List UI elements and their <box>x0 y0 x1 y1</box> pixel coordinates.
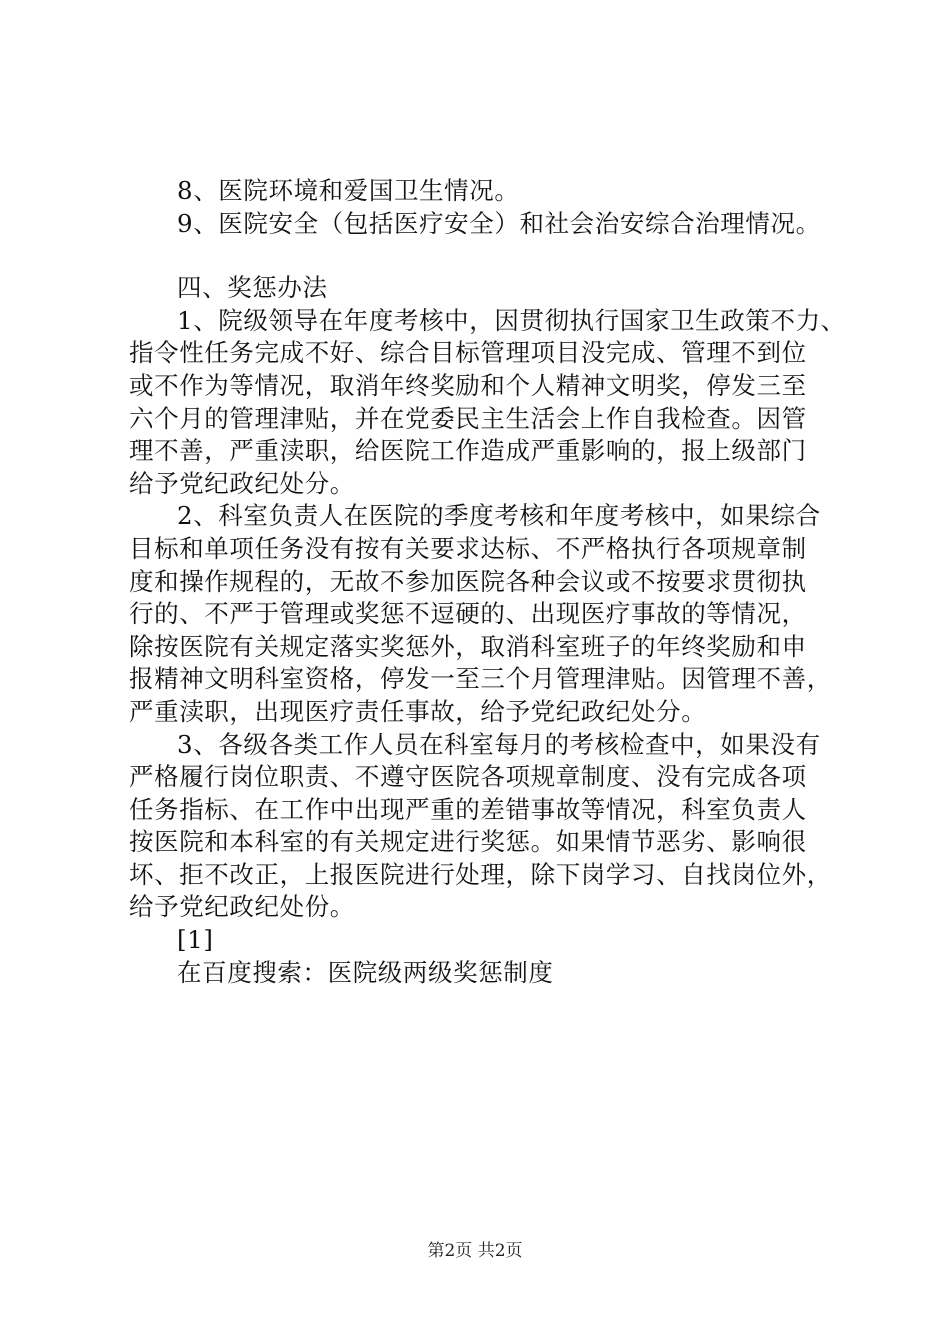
paragraph-line: 按医院和本科室的有关规定进行奖惩。如果情节恶劣、影响很 <box>129 827 807 857</box>
paragraph-line: 给予党纪政纪处分。 <box>129 468 355 498</box>
paragraph-line: 任务指标、在工作中出现严重的差错事故等情况，科室负责人 <box>129 794 807 824</box>
paragraph-line: 六个月的管理津贴，并在党委民主生活会上作自我检查。因管 <box>129 403 807 433</box>
item-9-line: 9、医院安全（包括医疗安全）和社会治安综合治理情况。 <box>177 208 821 238</box>
paragraph-line: 除按医院有关规定落实奖惩外，取消科室班子的年终奖励和申 <box>129 631 807 661</box>
paragraph-line: 坏、拒不改正，上报医院进行处理，除下岗学习、自找岗位外， <box>129 859 832 889</box>
footnote-marker: [1] <box>177 925 214 955</box>
section-heading: 四、奖惩办法 <box>177 273 328 303</box>
paragraph-line: 严重渎职，出现医疗责任事故，给予党纪政纪处分。 <box>129 696 707 726</box>
paragraph-line: 3、各级各类工作人员在科室每月的考核检查中，如果没有 <box>177 729 821 759</box>
document-body <box>129 175 846 989</box>
paragraph-line: 行的、不严于管理或奖惩不逗硬的、出现医疗事故的等情况， <box>129 599 807 629</box>
paragraph-line: 或不作为等情况，取消年终奖励和个人精神文明奖，停发三至 <box>129 370 807 400</box>
paragraph-line: 1、院级领导在年度考核中，因贯彻执行国家卫生政策不力、 <box>177 305 846 335</box>
paragraph-3 <box>129 729 841 925</box>
blank-gap <box>129 240 841 272</box>
paragraph-line: 目标和单项任务没有按有关要求达标、不严格执行各项规章制 <box>129 533 807 563</box>
paragraph-line: 度和操作规程的，无故不参加医院各种会议或不按要求贯彻执 <box>129 566 807 596</box>
paragraph-line: 报精神文明科室资格，停发一至三个月管理津贴。因管理不善， <box>129 664 832 694</box>
item-8-line: 8、医院环境和爱国卫生情况。 <box>177 176 520 205</box>
paragraph-line: 指令性任务完成不好、综合目标管理项目没完成、管理不到位 <box>129 338 807 368</box>
search-hint-line: 在百度搜索：医院级两级奖惩制度 <box>177 957 554 987</box>
paragraph-line: 给予党纪政纪处份。 <box>129 892 355 922</box>
paragraph-line: 理不善，严重渎职，给医院工作造成严重影响的，报上级部门 <box>129 436 807 466</box>
page-number-footer: 第2页 共2页 <box>427 1241 523 1261</box>
paragraph-line: 2、科室负责人在医院的季度考核和年度考核中，如果综合 <box>177 501 821 531</box>
paragraph-line: 严格履行岗位职责、不遵守医院各项规章制度、没有完成各项 <box>129 762 807 792</box>
paragraph-1 <box>129 305 846 501</box>
paragraph-2 <box>129 500 841 728</box>
